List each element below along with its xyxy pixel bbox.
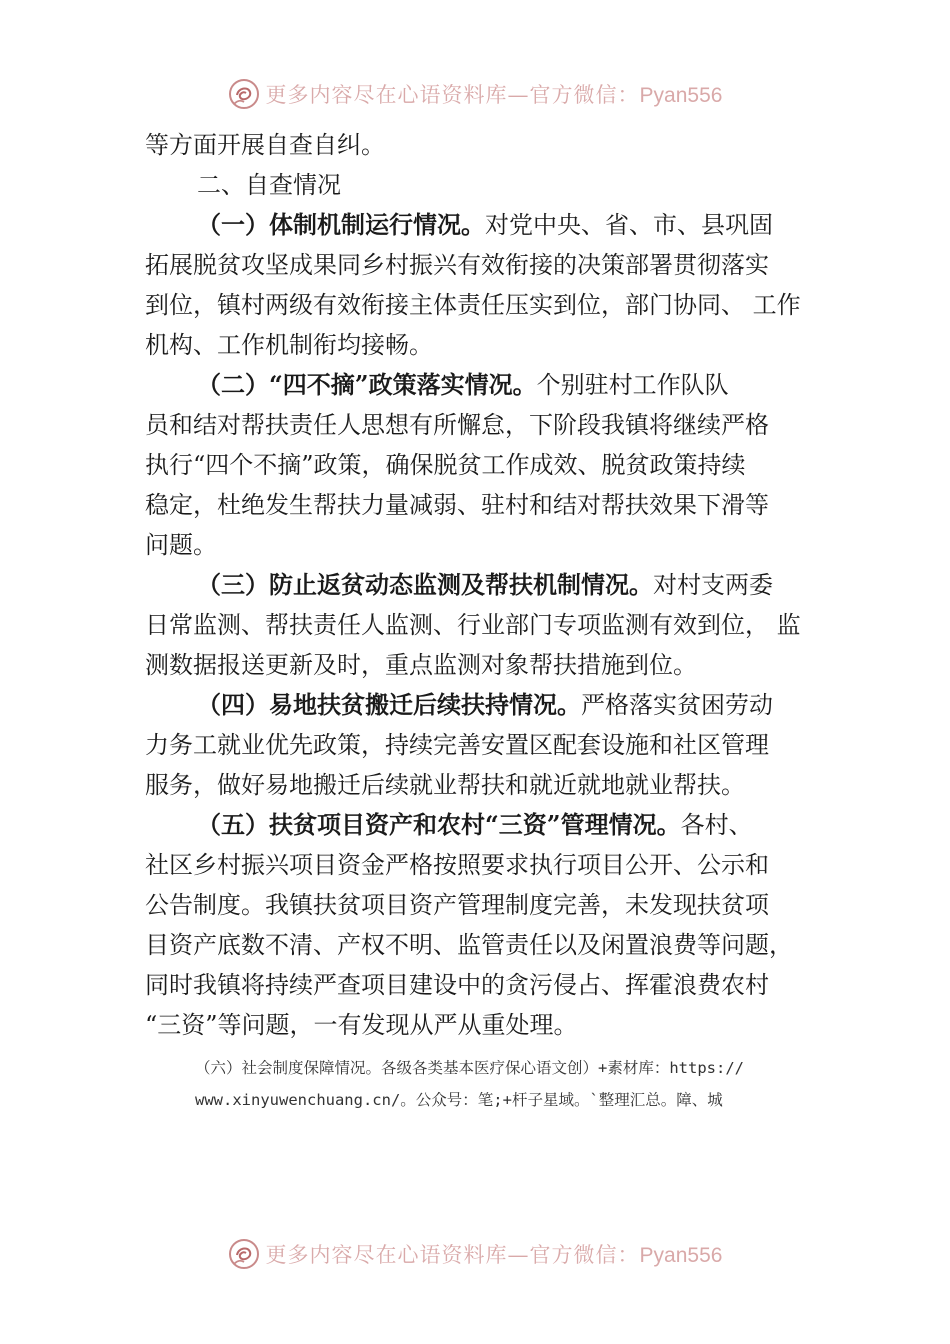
paragraph-text: 对党中央、省、市、县巩固 [485,211,773,239]
paragraph-heading: （三）防止返贫动态监测及帮扶机制情况。 [197,570,653,599]
small-print-line: www.xinyuwenchuang.cn/。公众号：笔;+杆子星域。`整理汇总。障、城 [195,1091,723,1109]
paragraph-heading: （二）“四不摘”政策落实情况。 [197,370,537,399]
paragraph-line: 同时我镇将持续严查项目建设中的贪污侵占、挥霍浪费农村 [145,971,769,999]
footer-watermark [0,1232,950,1276]
paragraph-line: 社区乡村振兴项目资金严格按照要求执行项目公开、公示和 [145,851,769,879]
paragraph-line: 力务工就业优先政策，持续完善安置区配套设施和社区管理 [145,731,769,759]
paragraph-line: “三资”等问题，一有发现从严从重处理。 [145,1011,578,1039]
watermark-text: 更多内容尽在心语资料库—官方微信：Pyan556 [265,1243,723,1267]
header-watermark [0,72,950,116]
watermark-code: Pyan556 [639,1244,723,1267]
paragraph-line: 问题。 [145,531,217,559]
paragraph-line: 目资产底数不清、产权不明、监管责任以及闲置浪费等问题， [145,931,793,959]
paragraph-line: 机构、工作机制衔均接畅。 [145,331,433,359]
rose-logo-icon [228,1238,260,1270]
paragraph-line: 员和结对帮扶责任人思想有所懈怠，下阶段我镇将继续严格 [145,411,769,439]
paragraph-text: 个别驻村工作队队 [536,371,729,399]
watermark-code: Pyan556 [639,84,723,107]
section-title: 二、自查情况 [197,171,341,199]
paragraph-line [145,365,815,405]
paragraph-line [145,205,815,245]
paragraph-line: 公告制度。我镇扶贫项目资产管理制度完善，未发现扶贫项 [145,891,769,919]
paragraph-line [145,565,815,605]
paragraph-line: 服务，做好易地搬迁后续就业帮扶和就近就地就业帮扶。 [145,771,745,799]
paragraph-line: 日常监测、帮扶责任人监测、行业部门专项监测有效到位， 监 [145,611,801,639]
paragraph-line [145,805,815,845]
paragraph-line [145,685,815,725]
small-print-line: （六）社会制度保障情况。各级各类基本医疗保心语文创）+素材库：https:// [195,1059,744,1077]
paragraph-line: 稳定，杜绝发生帮扶力量减弱、驻村和结对帮扶效果下滑等 [145,491,769,519]
small-print-paragraph [195,1052,815,1116]
paragraph-line: 执行“四个不摘”政策，确保脱贫工作成效、脱贫政策持续 [145,451,746,479]
paragraph-line: 拓展脱贫攻坚成果同乡村振兴有效衔接的决策部署贯彻落实 [145,251,769,279]
paragraph-text: 对村支两委 [653,571,773,599]
paragraph-heading: （五）扶贫项目资产和农村“三资”管理情况。 [197,810,681,839]
paragraph-line: 等方面开展自查自纠。 [145,131,385,159]
document-body [145,125,815,1045]
paragraph-text: 严格落实贫困劳动 [581,691,773,719]
paragraph-line: 到位，镇村两级有效衔接主体责任压实到位，部门协同、 工作 [145,291,801,319]
paragraph-heading: （四）易地扶贫搬迁后续扶持情况。 [197,690,581,719]
watermark-text: 更多内容尽在心语资料库—官方微信：Pyan556 [265,83,723,107]
paragraph-heading: （一）体制机制运行情况。 [197,210,485,239]
paragraph-text: 各村、 [680,811,753,839]
rose-logo-icon [228,78,260,110]
paragraph-line: 测数据报送更新及时，重点监测对象帮扶措施到位。 [145,651,697,679]
